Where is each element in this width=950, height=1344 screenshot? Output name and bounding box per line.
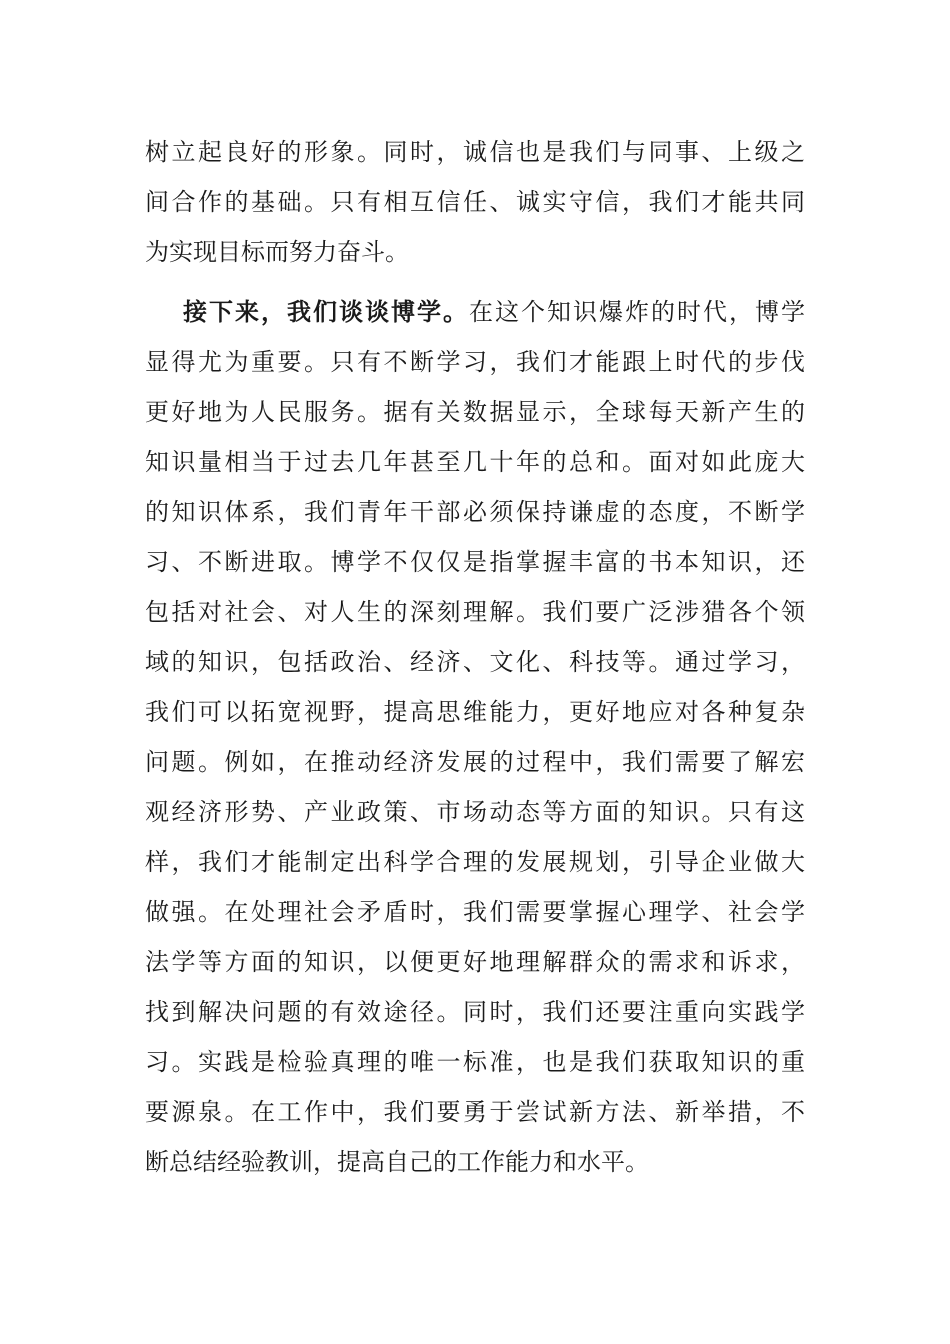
- paragraph2-line-2: 显得尤为重要。只有不断学习，我们才能跟上时代的步伐: [145, 348, 805, 376]
- paragraph2-line-11: 观经济形势、产业政策、市场动态等方面的知识。只有这: [145, 798, 805, 826]
- paragraph1-line-1: 树立起良好的形象。同时，诚信也是我们与同事、上级之: [145, 138, 805, 166]
- paragraph2-lead-heading: 接下来，我们谈谈博学。: [183, 298, 469, 326]
- paragraph2-line-8: 域的知识，包括政治、经济、文化、科技等。通过学习，: [145, 648, 805, 676]
- paragraph2-line-13: 做强。在处理社会矛盾时，我们需要掌握心理学、社会学: [145, 898, 805, 926]
- paragraph2-line-18: 断总结经验教训，提高自己的工作能力和水平。: [145, 1148, 649, 1176]
- paragraph2-line-14: 法学等方面的知识，以便更好地理解群众的需求和诉求，: [145, 948, 805, 976]
- paragraph2-line-4: 知识量相当于过去几年甚至几十年的总和。面对如此庞大: [145, 448, 805, 476]
- paragraph2-line-17: 要源泉。在工作中，我们要勇于尝试新方法、新举措，不: [145, 1098, 805, 1126]
- paragraph2-line-10: 问题。例如，在推动经济发展的过程中，我们需要了解宏: [145, 748, 805, 776]
- paragraph2-line-5: 的知识体系，我们青年干部必须保持谦虚的态度，不断学: [145, 498, 805, 526]
- paragraph2-line-12: 样，我们才能制定出科学合理的发展规划，引导企业做大: [145, 848, 805, 876]
- paragraph1-line-3: 为实现目标而努力奋斗。: [145, 238, 409, 266]
- paragraph2-line-7: 包括对社会、对人生的深刻理解。我们要广泛涉猎各个领: [145, 598, 805, 626]
- paragraph1-line-2: 间合作的基础。只有相互信任、诚实守信，我们才能共同: [145, 188, 805, 216]
- paragraph2-line-15: 找到解决问题的有效途径。同时，我们还要注重向实践学: [145, 998, 805, 1026]
- paragraph2-line-16: 习。实践是检验真理的唯一标准，也是我们获取知识的重: [145, 1048, 805, 1076]
- paragraph2-line-1: [183, 292, 805, 332]
- paragraph2-line-1-rest: 在这个知识爆炸的时代，博学: [469, 298, 805, 326]
- paragraph2-line-9: 我们可以拓宽视野，提高思维能力，更好地应对各种复杂: [145, 698, 805, 726]
- paragraph2-line-6: 习、不断进取。博学不仅仅是指掌握丰富的书本知识，还: [145, 548, 805, 576]
- paragraph2-line-3: 更好地为人民服务。据有关数据显示，全球每天新产生的: [145, 398, 805, 426]
